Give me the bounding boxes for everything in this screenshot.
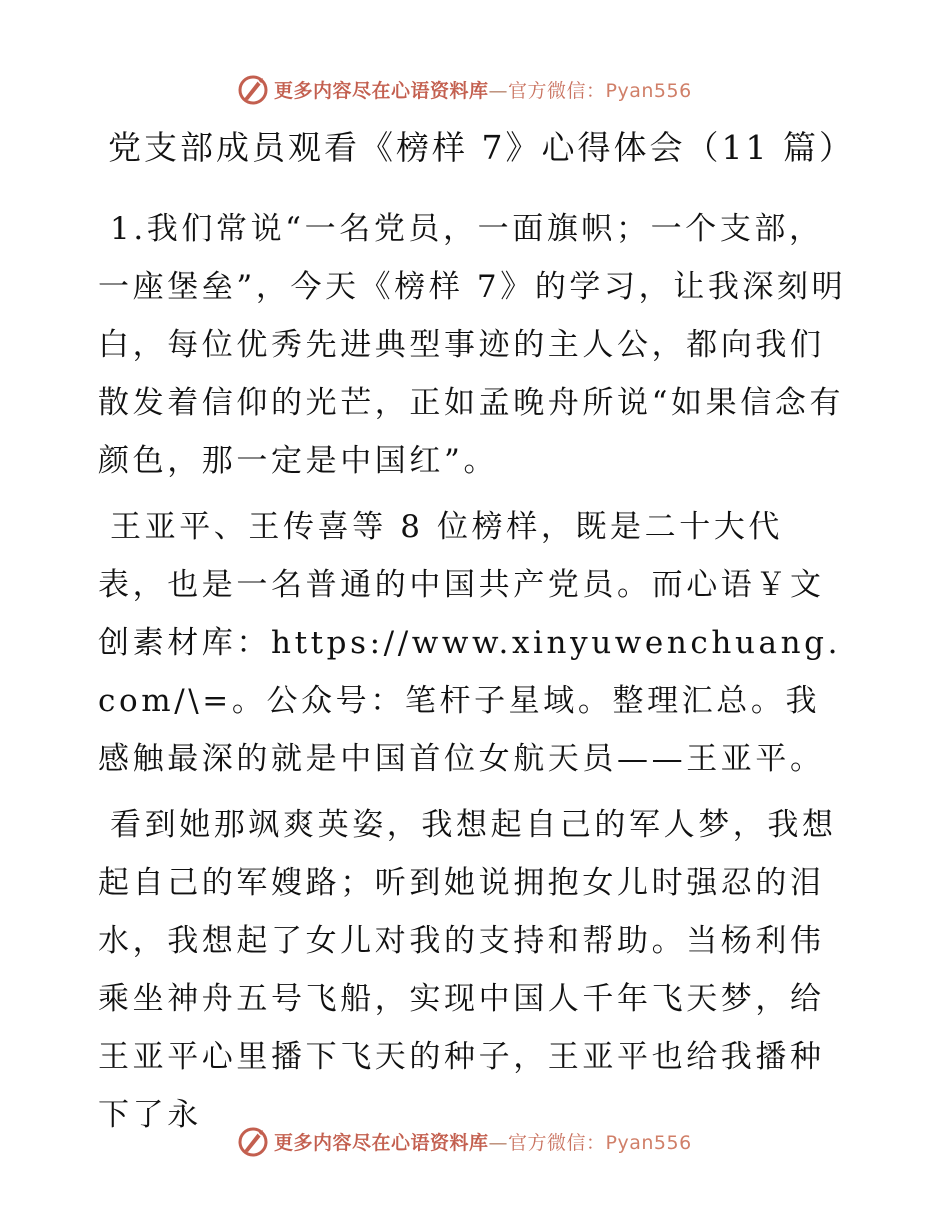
paragraph-1: 1.我们常说“一名党员，一面旗帜；一个支部，一座堡垒”，今天《榜样 7》的学习，让我深刻明白，每位优秀先进典型事迹的主人公，都向我们散发着信仰的光芒，正如孟晚舟所说“如果信念有颜色，那一定是中国红”。 <box>98 211 847 479</box>
watermark-text: 更多内容尽在心语资料库—官方微信：Pyan556 <box>274 79 692 102</box>
header-watermark <box>236 72 692 106</box>
quill-pen-logo-icon <box>236 1124 270 1158</box>
document-title: 党支部成员观看《榜样 7》心得体会（11 篇） <box>108 128 855 167</box>
watermark-text: 更多内容尽在心语资料库—官方微信：Pyan556 <box>274 1131 692 1154</box>
paragraph-2: 王亚平、王传喜等 8 位榜样，既是二十大代表，也是一名普通的中国共产党员。而心语￥文创素材库：https://www.xinyuwenchuang.com/\=。公众号：笔杆子星域。整理汇总。我感触最深的就是中国首位女航天员——王亚平。 <box>98 509 842 777</box>
paragraph-3: 看到她那飒爽英姿，我想起自己的军人梦，我想起自己的军嫂路；听到她说拥抱女儿时强忍的泪水，我想起了女儿对我的支持和帮助。当杨利伟乘坐神舟五号飞船，实现中国人千年飞天梦，给王亚平心里播下飞天的种子，王亚平也给我播种下了永 <box>98 807 837 1133</box>
quill-pen-logo-icon <box>236 72 270 106</box>
footer-watermark <box>236 1124 692 1158</box>
